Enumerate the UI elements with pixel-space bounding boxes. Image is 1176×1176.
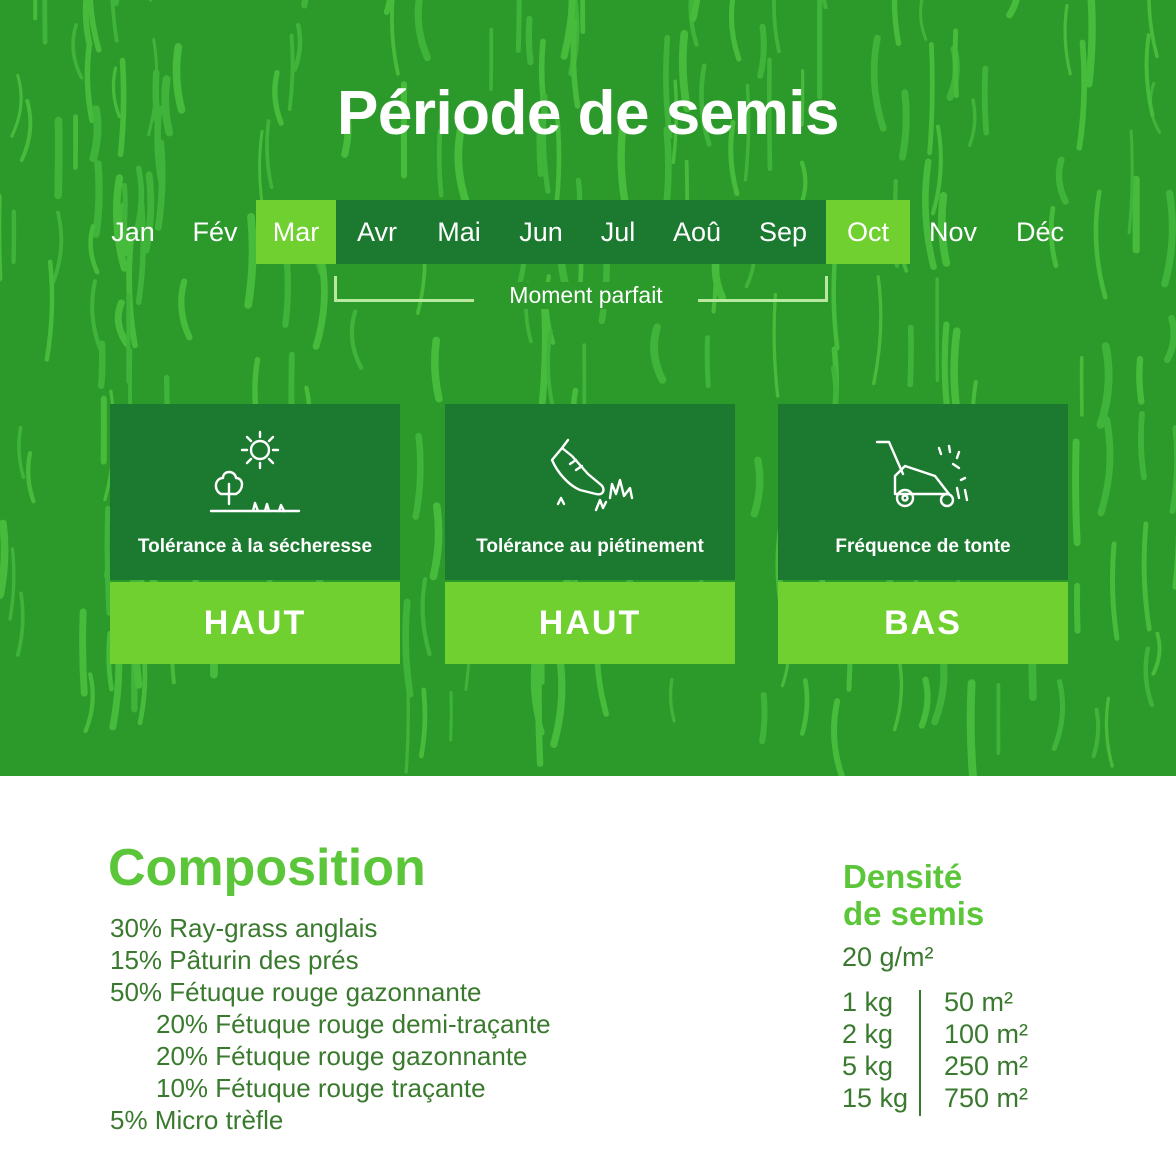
grass-stroke [316,259,324,346]
density-area: 250 m² [944,1051,1029,1081]
grass-stroke [392,0,398,74]
grass-stroke [1101,420,1110,513]
grass-stroke [693,0,699,19]
grass-stroke [802,681,807,734]
drought-tolerance-value: HAUT [110,582,400,664]
grass-stroke [115,0,120,3]
density-weight: 1 kg [842,987,894,1017]
density-row [842,1018,1062,1050]
grass-stroke [1167,318,1174,359]
grass-stroke [707,338,708,386]
month-jan: Jan [111,217,155,247]
grass-stroke [433,506,438,576]
month-nov: Nov [928,217,977,247]
grass-stroke [118,303,127,344]
grass-stroke [18,593,23,655]
density-area: 750 m² [944,1083,1029,1113]
grass-stroke [754,460,759,514]
grass-stroke [1059,160,1065,202]
composition-list [110,912,551,1136]
grass-stroke [435,340,439,398]
density-row [842,986,1062,1018]
grass-stroke [295,25,300,69]
grass-stroke [0,523,4,595]
grass-stroke [28,453,33,501]
density-area: 50 m² [944,987,1014,1017]
grass-stroke [1101,346,1109,425]
month-sep: Sep [740,200,826,264]
composition-subitem: 20% Fétuque rouge gazonnante [156,1041,528,1071]
mowing-frequency-value: BAS [778,582,1068,664]
mowing-frequency-label: Fréquence de tonte [835,536,1011,557]
grass-stroke [1149,0,1157,56]
grass-stroke [1139,359,1141,401]
grass-stroke [921,0,926,39]
grass-stroke [52,213,61,286]
grass-stroke [1153,634,1159,674]
grass-stroke [107,508,109,613]
sun-tree-icon [205,418,305,518]
grass-stroke [352,312,361,368]
grass-stroke [874,277,881,384]
grass-stroke [1106,698,1112,766]
composition-subitem: 10% Fétuque rouge traçante [156,1073,486,1103]
grass-stroke [10,549,14,619]
grass-stroke [922,680,928,726]
grass-stroke [529,19,531,62]
composition-subitem: 20% Fétuque rouge demi-traçante [156,1009,551,1039]
grass-stroke [1146,649,1152,705]
density-row [842,1082,1062,1114]
grass-stroke [101,344,102,386]
grass-stroke [971,683,974,776]
density-weight: 15 kg [842,1083,909,1113]
grass-stroke [1077,586,1078,631]
grass-stroke [416,436,421,516]
density-weight: 5 kg [842,1051,894,1081]
grass-stroke [421,690,425,756]
grass-stroke [554,653,562,744]
grass-stroke [1065,6,1070,74]
lawnmower-icon [873,418,973,518]
composition-item: 30% Ray-grass anglais [110,913,378,943]
grass-stroke [760,27,764,76]
grass-stroke [774,0,779,51]
month-feb: Fév [192,217,238,247]
month-jul: Jul [582,200,654,264]
month-apr: Avr [336,200,418,264]
trampling-tolerance-value: HAUT [445,582,735,664]
grass-stroke [1112,544,1116,638]
grass-stroke [1054,682,1062,749]
month-jun: Jun [500,200,582,264]
composition-item: 15% Pâturin des prés [110,945,359,975]
grass-stroke [1094,710,1099,756]
composition-item: 5% Micro trèfle [110,1105,284,1135]
composition-item: 50% Fétuque rouge gazonnante [110,977,482,1007]
month-aug: Aoû [654,200,740,264]
density-area: 100 m² [944,1019,1029,1049]
month-may: Mai [418,200,500,264]
grass-stroke [73,25,81,78]
month-dec: Déc [1015,217,1064,247]
density-table [842,986,1062,1114]
drought-tolerance-card [110,404,400,664]
grass-stroke [762,695,764,741]
grass-stroke [895,658,902,729]
grass-stroke [304,0,308,5]
grass-stroke [834,257,838,348]
month-strip [92,200,1084,264]
grass-stroke [654,327,662,379]
drought-tolerance-label: Tolérance à la sécheresse [137,536,373,557]
grass-stroke [1141,414,1144,477]
grass-stroke [418,0,427,58]
grass-stroke [423,579,430,654]
grass-stroke [542,301,545,403]
grass-stroke [894,0,898,43]
grass-stroke [181,282,189,338]
density-title-line2: de semis [843,895,985,932]
grass-stroke [1096,192,1105,297]
grass-stroke [1089,0,1092,84]
trampling-tolerance-label: Tolérance au piétinement [476,536,704,557]
shoe-grass-icon [540,418,640,518]
mowing-frequency-card [778,404,1068,664]
grass-stroke [83,612,85,693]
perfect-period-label: Moment parfait [474,282,698,309]
density-divider [919,990,921,1116]
month-mar: Mar [256,200,336,264]
density-rate: 20 g/m² [842,942,934,972]
trampling-tolerance-card [445,404,735,664]
grass-stroke [112,0,117,41]
grass-stroke [834,701,843,776]
density-row [842,1050,1062,1082]
grass-stroke [451,693,452,740]
grass-stroke [1165,193,1173,283]
grass-stroke [285,264,288,325]
grass-stroke [518,0,519,50]
density-weight: 2 kg [842,1019,894,1049]
grass-stroke [1076,442,1078,543]
grass-stroke [19,428,24,478]
grass-stroke [1144,524,1149,629]
grass-stroke [671,680,675,721]
grass-stroke [92,281,100,348]
grass-stroke [1010,0,1018,15]
grass-stroke [774,295,778,397]
grass-stroke [1173,428,1176,511]
grass-stroke [731,0,738,59]
density-title-line1: Densité [843,858,963,895]
grass-stroke [910,328,911,385]
density-title [843,858,984,932]
month-oct: Oct [826,200,910,264]
composition-title: Composition [108,839,426,897]
grass-stroke [406,602,410,694]
sowing-period-title: Période de semis [336,79,840,148]
grass-stroke [47,262,52,360]
